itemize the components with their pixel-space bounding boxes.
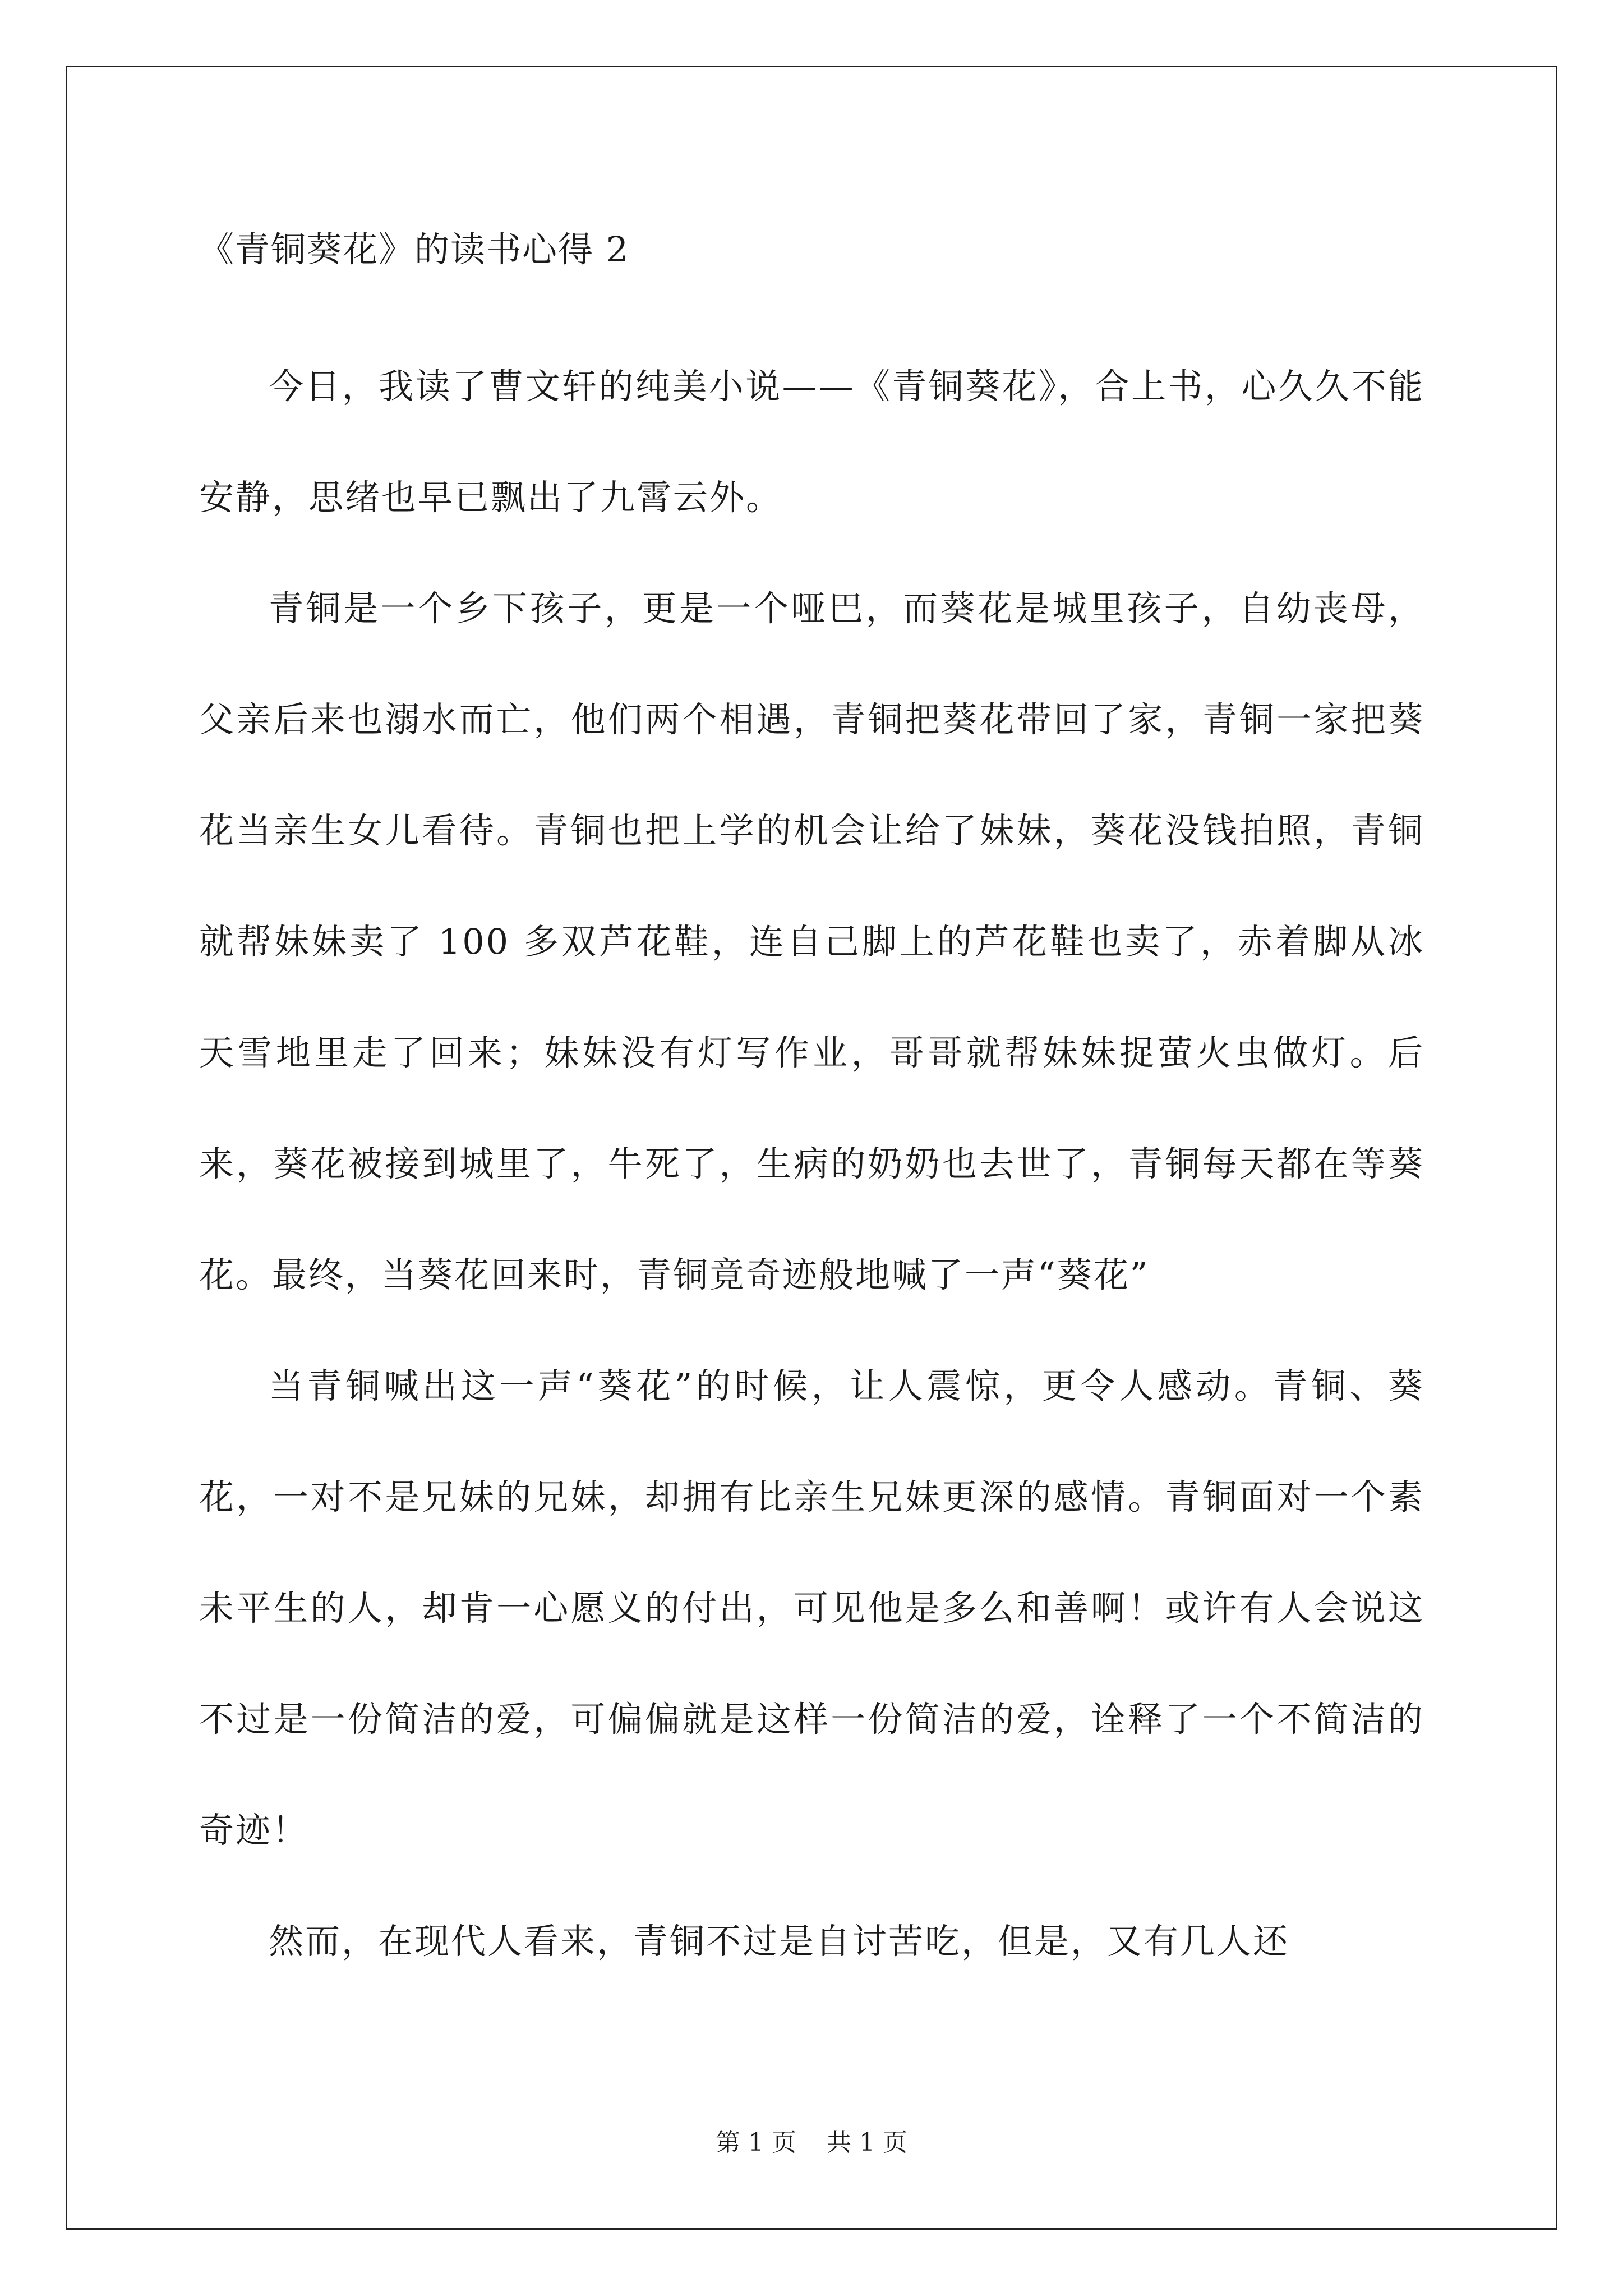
document-title: 《青铜葵花》的读书心得 2 [199,229,630,270]
document-body [199,331,1424,1997]
page-number: 第 1 页 [716,2128,796,2157]
page-total: 共 1 页 [827,2128,907,2157]
paragraph-2: 青铜是一个乡下孩子，更是一个哑巴，而葵花是城里孩子，自幼丧母，父亲后来也溺水而亡，他们两个相遇，青铜把葵花带回了家，青铜一家把葵花当亲生女儿看待。青铜也把上学的机会让给了妹妹，葵花没钱拍照，青铜就帮妹妹卖了 100 多双芦花鞋，连自己脚上的芦花鞋也卖了，赤着脚从冰天雪地里走了回来；妹妹没有灯写作业，哥哥就帮妹妹捉萤火虫做灯。后来，葵花被接到城里了，牛死了，生病的奶奶也去世了，青铜每天都在等葵花。最终，当葵花回来时，青铜竟奇迹般地喊了一声“葵花” [199,588,1424,1295]
paragraph-3: 当青铜喊出这一声“葵花”的时候，让人震惊，更令人感动。青铜、葵花，一对不是兄妹的兄妹，却拥有比亲生兄妹更深的感情。青铜面对一个素未平生的人，却肯一心愿义的付出，可见他是多么和善啊！或许有人会说这不过是一份简洁的爱，可偏偏就是这样一份简洁的爱，诠释了一个不简洁的奇迹！ [199,1365,1424,1851]
paragraph-1: 今日，我读了曹文轩的纯美小说——《青铜葵花》，合上书，心久久不能安静，思绪也早已飘出了九霄云外。 [199,366,1424,518]
paragraph-4: 然而，在现代人看来，青铜不过是自讨苦吃，但是，又有几人还 [269,1921,1290,1962]
page-footer [0,2126,1623,2160]
